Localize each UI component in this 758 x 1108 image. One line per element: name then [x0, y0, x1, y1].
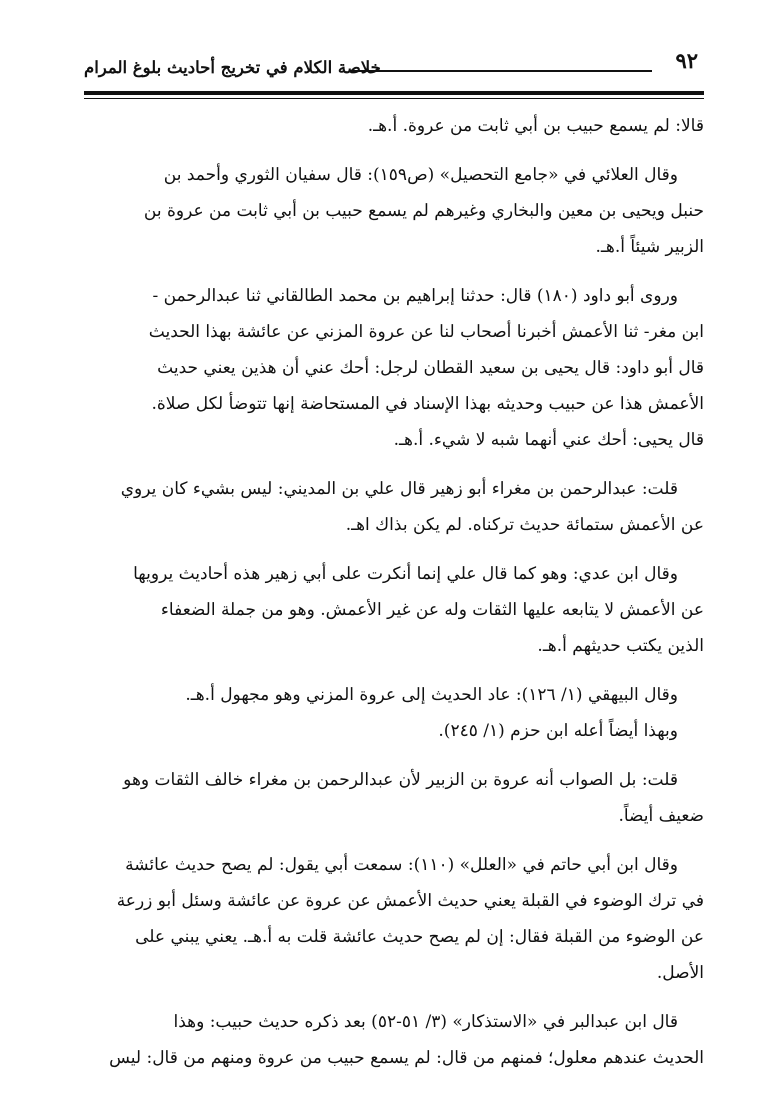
text-line: وروى أبو داود (١٨٠) قال: حدثنا إبراهيم بن محمد الطالقاني ثنا عبدالرحمن -: [152, 286, 678, 306]
text-line: قال أبو داود: قال يحيى بن سعيد القطان لرجل: أحك عني أن هذين يعني حديث: [157, 358, 704, 378]
text-line: ضعيف أيضاً.: [618, 806, 704, 826]
text-line: عن الوضوء من القبلة فقال: إن لم يصح حديث عائشة قلت به أ.هـ. يعني يبني على: [135, 927, 704, 947]
header-dash-rule: [350, 70, 652, 72]
paragraph: [84, 108, 704, 144]
text-line: عن الأعمش لا يتابعه عليها الثقات وله عن غير الأعمش. وهو من جملة الضعفاء: [160, 600, 704, 620]
running-title: خلاصة الكلام في تخريج أحاديث بلوغ المرام: [84, 58, 381, 77]
text-line: قال ابن عبدالبر في «الاستذكار» (٣/ ٥١-٥٢) بعد ذكره حديث حبيب: وهذا: [173, 1012, 678, 1032]
text-line: قلت: عبدالرحمن بن مغراء أبو زهير قال علي بن المديني: ليس بشيء كان يروي: [120, 479, 678, 499]
text-line: عن الأعمش ستمائة حديث تركناه. لم يكن بذاك اهـ.: [345, 515, 704, 535]
paragraph: [84, 556, 704, 664]
paragraph: [84, 1004, 704, 1076]
paragraph: [84, 278, 704, 458]
text-line: قال يحيى: أحك عني أنهما شبه لا شيء. أ.هـ.: [393, 430, 704, 450]
text-line: وقال ابن عدي: وهو كما قال علي إنما أنكرت على أبي زهير هذه أحاديث يرويها: [133, 564, 678, 584]
header-rule-thick: [84, 91, 704, 95]
text-line: قالا: لم يسمع حبيب بن أبي ثابت من عروة. أ.هـ.: [367, 116, 704, 136]
paragraph: [84, 677, 704, 749]
paragraph: [84, 762, 704, 834]
text-line: ابن مغر- ثنا الأعمش أخبرنا أصحاب لنا عن عروة المزني عن عائشة بهذا الحديث: [148, 322, 704, 342]
text-line: وقال البيهقي (١/ ١٢٦): عاد الحديث إلى عروة المزني وهو مجهول أ.هـ.: [185, 685, 678, 705]
text-line: الأعمش هذا عن حبيب وحديثه بهذا الإسناد في المستحاضة إنها تتوضأ لكل صلاة.: [151, 394, 704, 414]
text-line: وبهذا أيضاً أعله ابن حزم (١/ ٢٤٥).: [438, 721, 678, 741]
paragraph: [84, 847, 704, 991]
text-line: الذين يكتب حديثهم أ.هـ.: [537, 636, 704, 656]
text-line: الزبير شيئاً أ.هـ.: [595, 237, 704, 257]
text-line: حنبل ويحيى بن معين والبخاري وغيرهم لم يسمع حبيب بن أبي ثابت من عروة بن: [143, 201, 704, 221]
page-body: [84, 108, 704, 1100]
header-rule-thin: [84, 98, 704, 99]
text-line: الحديث عندهم معلول؛ فمنهم من قال: لم يسمع حبيب من عروة ومنهم من قال: ليس: [109, 1048, 704, 1068]
text-line: الأصل.: [656, 963, 704, 983]
page-number: ٩٢: [675, 48, 698, 73]
text-line: وقال ابن أبي حاتم في «العلل» (١١٠): سمعت أبي يقول: لم يصح حديث عائشة: [125, 855, 678, 875]
paragraph: [84, 471, 704, 543]
text-line: وقال العلائي في «جامع التحصيل» (ص١٥٩): قال سفيان الثوري وأحمد بن: [163, 165, 678, 185]
paragraph: [84, 157, 704, 265]
page-header: [84, 48, 704, 82]
text-line: قلت: بل الصواب أنه عروة بن الزبير لأن عبدالرحمن بن مغراء خالف الثقات وهو: [123, 770, 678, 790]
text-line: في ترك الوضوء في القبلة يعني حديث الأعمش عن عروة عن عائشة وسئل أبو زرعة: [116, 891, 704, 911]
